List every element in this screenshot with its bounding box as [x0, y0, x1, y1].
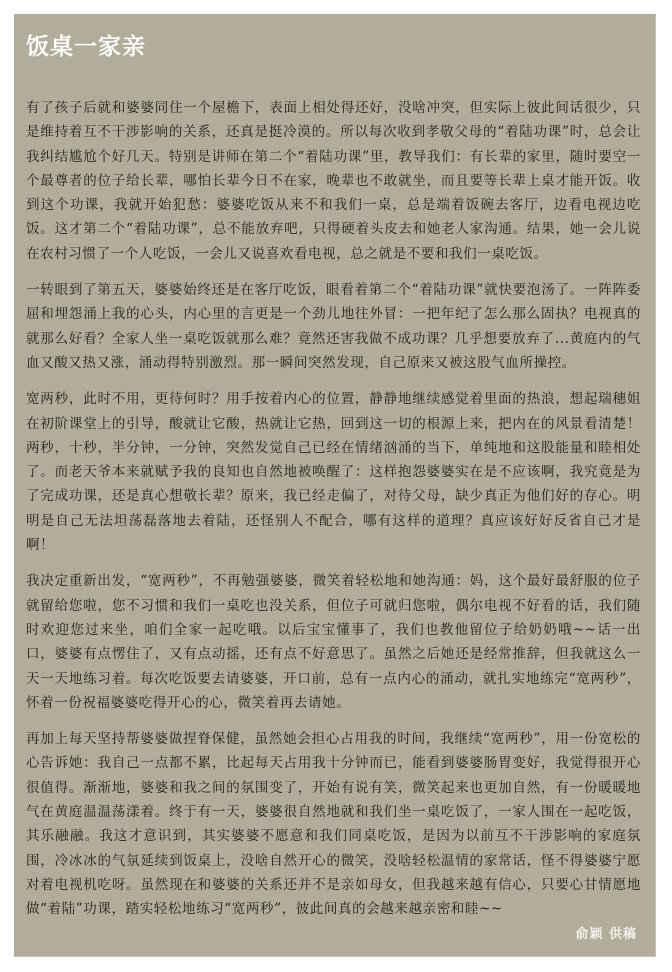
article-paragraph-2: 一转眼到了第五天，婆婆始终还是在客厅吃饭，眼看着第二个“着陆功课”就快要泡汤了。一阵阵委屈和埋怨涌上我的心头，内心里的言更是一个劲儿地往外冒：一把年纪了怎么那么固执？电视真的就那么好看？全家人坐一桌吃饭就那么难？竟然还害我做不成功课？几乎想要放弃了...黄庭内的气血又酸又热又涨，涌动得特别激烈。那一瞬间突然发现，自己原来又被这股气血所操控。 — [26, 282, 641, 371]
author-signature: 俞颖 供稿 — [575, 927, 637, 942]
article-paragraph-4: 我决定重新出发，“宽两秒”，不再勉强婆婆，微笑着轻松地和她沟通：妈，这个最好最舒服的位子就留给您啦，您不习惯和我们一桌吃也没关系，但位子可就归您啦，偶尔电视不好看的话，我们随时欢迎您过来坐，咱们全家一起吃哦。以后宝宝懂事了，我们也教他留位子给奶奶哦~~话一出口，婆婆有点愣住了，又有点动摇，还有点不好意思了。虽然之后她还是经常推辞，但我就这么一天一天地练习着。每次吃饭要去请婆婆，开口前，总有一点内心的涌动，就扎实地练完“宽两秒”，怀着一份祝福婆婆吃得开心的心，微笑着再去请她。 — [26, 573, 641, 711]
article-paragraph-3: 宽两秒，此时不用，更待何时？用手按着内心的位置，静静地继续感觉着里面的热浪，想起瑞穗姐在初阶课堂上的引导，酸就让它酸，热就让它热，回到这一切的根源上来，把内在的风景看清楚！两秒，十秒，半分钟，一分钟，突然发觉自己已经在情绪汹涌的当下，单纯地和这股能量和睦相处了。而老天爷本来就赋予我的良知也自然地被唤醒了：这样抱怨婆婆实在是不应该啊，我究竟是为了完成功课，还是真心想敬长辈？原来，我已经走偏了，对待父母，缺少真正为他们好的存心。明明是自己无法坦荡磊落地去着陆，还怪别人不配合，哪有这样的道理？真应该好好反省自己才是啊！ — [26, 391, 641, 554]
article-title: 饭桌一家亲 — [26, 33, 146, 60]
article-paragraph-5: 再加上每天坚持帮婆婆做捏脊保健，虽然她会担心占用我的时间，我继续“宽两秒”，用一份宽松的心告诉她：我自己一点都不累，比起每天占用我十分钟而已，能看到婆婆肠胃变好，我觉得很开心很值得。渐渐地，婆婆和我之间的氛围变了，开始有说有笑，微笑起来也更加自然，有一份暖暖地气在黄庭温温荡漾着。终于有一天，婆婆很自然地就和我们坐一桌吃饭了，一家人围在一起吃饭，其乐融融。我这才意识到，其实婆婆不愿意和我们同桌吃饭，是因为以前互不干涉影响的家庭氛围，冷冰冰的气氛延续到饭桌上，没啥自然开心的微笑，没啥轻松温情的家常话，怪不得婆婆宁愿对着电视机吃呀。虽然现在和婆婆的关系还并不是亲如母女，但我越来越有信心，只要心甘情愿地做“着陆”功课，踏实轻松地练习“宽两秒”，彼此间真的会越来越亲密和睦~~ — [26, 731, 641, 918]
article-panel — [14, 14, 656, 957]
article-paragraph-1: 有了孩子后就和婆婆同住一个屋檐下，表面上相处得还好，没啥冲突，但实际上彼此间话很少，只是维持着互不干涉影响的关系，还真是挺冷漠的。所以每次收到孝敬父母的“着陆功课”时，总会让我纠结尴尬个好几天。特别是讲师在第二个“着陆功课”里，教导我们：有长辈的家里，随时要空一个最尊者的位子给长辈，哪怕长辈今日不在家，晚辈也不敢就坐，而且要等长辈上桌才能开饭。收到这个功课，我就开始犯愁：婆婆吃饭从来不和我们一桌，总是端着饭碗去客厅，边看电视边吃饭。这才第二个“着陆功课”，总不能放弃吧，只得硬着头皮去和她老人家沟通。结果，她一会儿说在农村习惯了一个人吃饭，一会儿又说喜欢看电视，总之就是不要和我们一桌吃饭。 — [26, 100, 641, 262]
